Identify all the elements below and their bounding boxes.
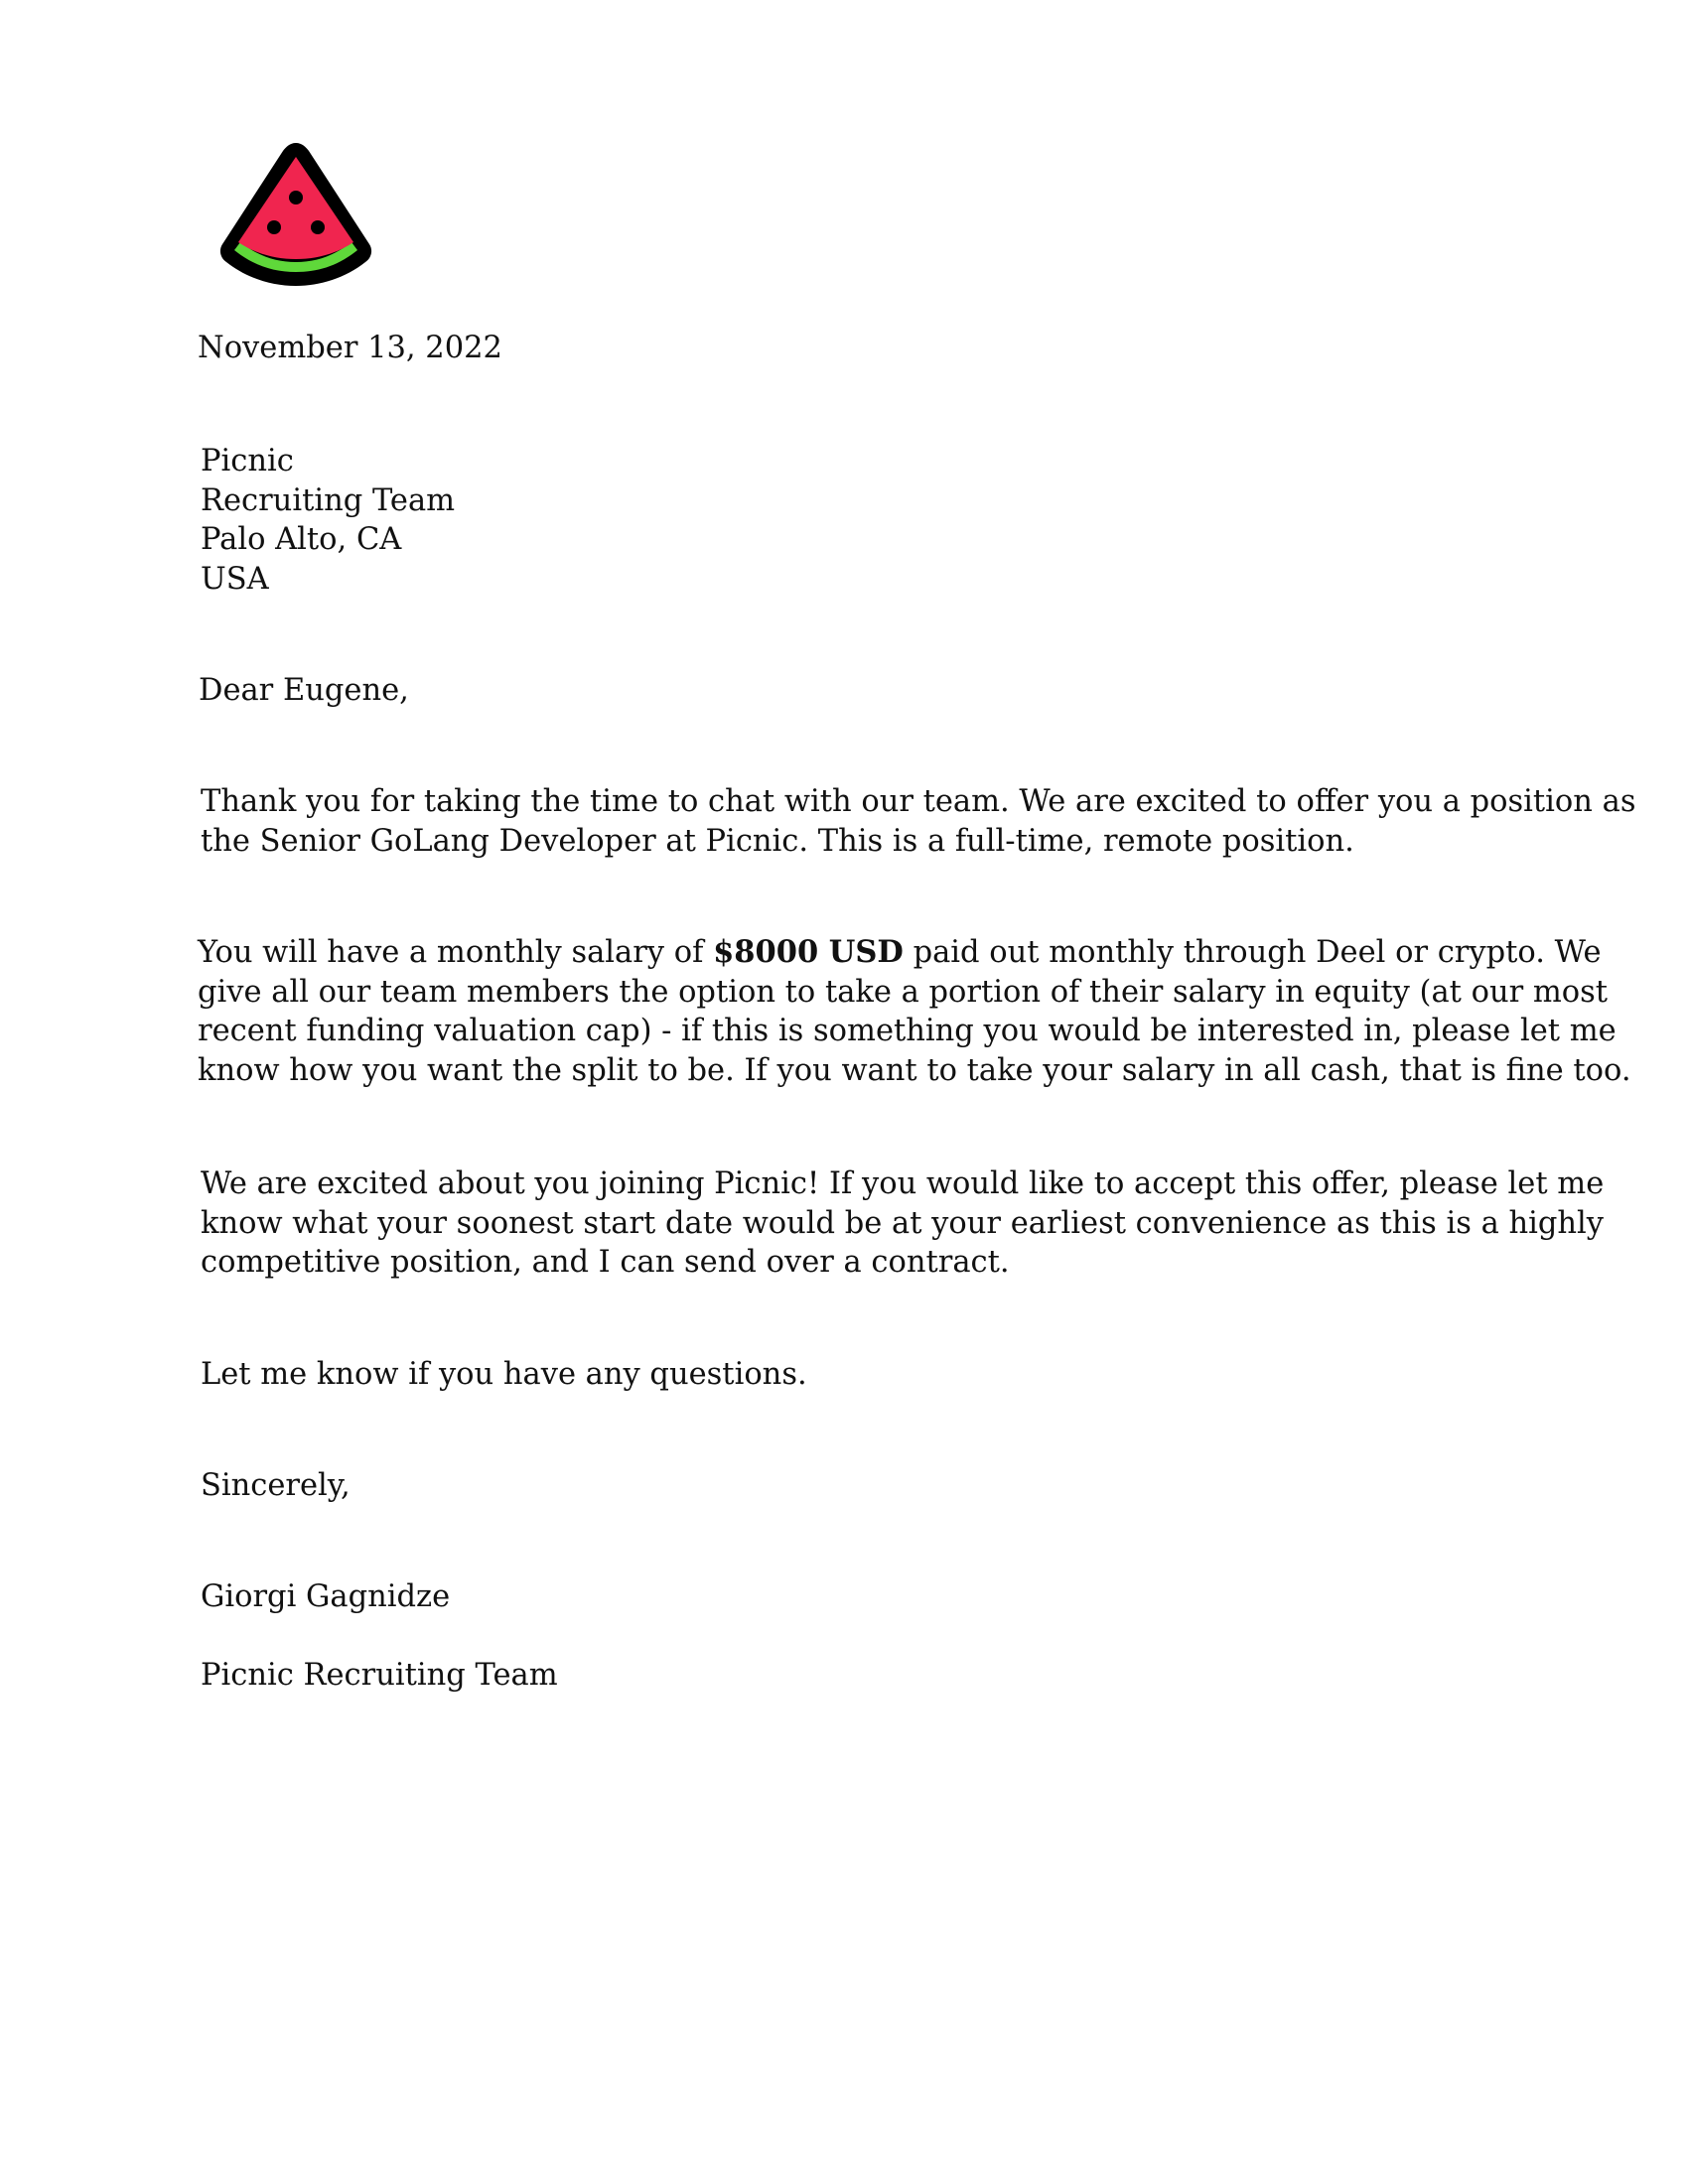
paragraph-line: Thank you for taking the time to chat with our team. We are excited to offer you a position as [201, 784, 1636, 819]
salutation: Dear Eugene, [199, 673, 409, 708]
watermelon-seed [311, 220, 325, 234]
paragraph-line: We are excited about you joining Picnic! If you would like to accept this offer, please let me [201, 1166, 1605, 1201]
paragraph-line: give all our team members the option to take a portion of their salary in equity (at our most [198, 974, 1609, 1010]
paragraph-line: competitive position, and I can send over a contract. [201, 1245, 1010, 1280]
paragraph-line: recent funding valuation cap) - if this is something you would be interested in, please let me [198, 1014, 1617, 1048]
paragraph-questions: Let me know if you have any questions. [201, 1357, 807, 1392]
paragraph-acceptance [201, 1164, 1604, 1283]
closing: Sincerely, [201, 1468, 351, 1503]
paragraph-line: know how you want the split to be. If you want to take your salary in all cash, that is fine too. [198, 1052, 1631, 1088]
signer-team: Picnic Recruiting Team [201, 1658, 558, 1693]
letter-date: November 13, 2022 [198, 331, 502, 365]
paragraph-line: the Senior GoLang Developer at Picnic. This is a full-time, remote position. [201, 823, 1354, 859]
salary-text-pre: You will have a monthly salary of [198, 935, 714, 970]
paragraph-line: know what your soonest start date would be at your earliest convenience as this is a highly [201, 1205, 1605, 1241]
recipient-address [201, 442, 455, 599]
salary-text-post: paid out monthly through Deel or crypto. We [903, 935, 1602, 970]
watermelon-seed [289, 191, 303, 205]
watermelon-slice-icon [212, 139, 379, 290]
address-line-city: Palo Alto, CA [201, 522, 402, 557]
paragraph-line [198, 933, 1631, 973]
address-line-country: USA [201, 561, 269, 597]
watermelon-seed [267, 220, 281, 234]
salary-amount: $8000 USD [713, 934, 904, 970]
address-line-company: Picnic [201, 444, 294, 478]
address-line-team: Recruiting Team [201, 482, 456, 518]
paragraph-salary [198, 933, 1631, 1090]
paragraph-offer [201, 782, 1635, 861]
signer-name: Giorgi Gagnidze [201, 1579, 451, 1614]
